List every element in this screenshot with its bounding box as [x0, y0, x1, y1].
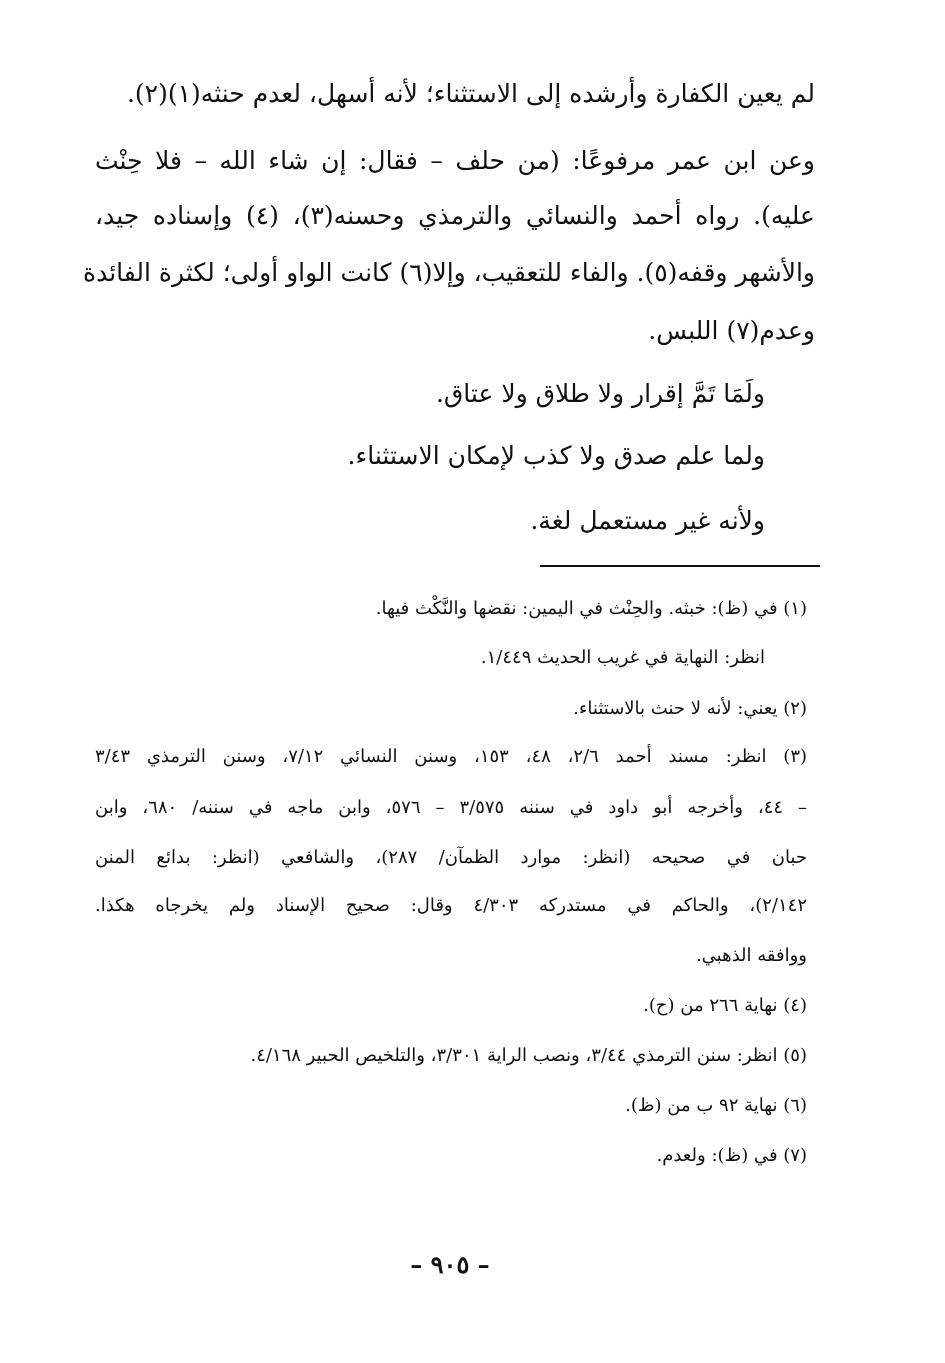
footnote-2: (٢) يعني: لأنه لا حنث بالاستثناء. [573, 698, 807, 719]
footnote-1-ref: انظر: النهاية في غريب الحديث ١/٤٤٩. [480, 647, 765, 668]
body-line-1: لم يعين الكفارة وأرشده إلى الاستثناء؛ لأنه أسهل، لعدم حنثه(١)(٢). [126, 79, 815, 108]
verse-line-2: ولما علم صدق ولا كذب لإمكان الاستثناء. [347, 441, 765, 470]
footnote-7: (٧) في (ظ): ولعدم. [656, 1145, 807, 1166]
footnote-3-line-1: (٣) انظر: مسند أحمد ٢/٦، ٤٨، ١٥٣، وسنن النسائي ٧/١٢، وسنن الترمذي ٣/٤٣ [95, 746, 808, 767]
body-line-3: عليه). رواه أحمد والنسائي والترمذي وحسنه(٣)، (٤) وإسناده جيد، [95, 201, 815, 230]
footnote-3-line-3: حبان في صحيحه (انظر: موارد الظمآن/ ٢٨٧)، والشافعي (انظر: بدائع المنن [95, 847, 807, 868]
footnote-3-line-5: ووافقه الذهبي. [695, 945, 807, 966]
footnote-4: (٤) نهاية ٢٦٦ من (ح). [643, 995, 807, 1016]
footnote-1: (١) في (ظ): خبثه. والحِنْث في اليمين: نقضها والنَّكْث فيها. [375, 598, 807, 619]
body-line-5: وعدم(٧) اللبس. [648, 316, 815, 345]
footnote-3-line-2: – ٤٤، وأخرجه أبو داود في سننه ٣/٥٧٥ – ٥٧٦، وابن ماجه في سننه/ ٦٨٠، وابن [95, 797, 808, 818]
body-line-2: وعن ابن عمر مرفوعًا: (من حلف – فقال: إن شاء الله – فلا حِنْث [95, 146, 815, 175]
footnote-5: (٥) انظر: سنن الترمذي ٣/٤٤، ونصب الراية ٣/٣٠١، والتلخيص الحبير ٤/١٦٨. [250, 1045, 807, 1066]
body-line-4: والأشهر وقفه(٥). والفاء للتعقيب، وإلا(٦) كانت الواو أولى؛ لكثرة الفائدة [82, 258, 815, 287]
verse-line-1: ولَمَا تَمَّ إقرار ولا طلاق ولا عتاق. [435, 379, 765, 408]
verse-line-3: ولأنه غير مستعمل لغة. [530, 506, 765, 535]
footnote-3-line-4: ٢/١٤٢)، والحاكم في مستدركه ٤/٣٠٣ وقال: صحيح الإسناد ولم يخرجاه هكذا. [95, 895, 807, 916]
page-number: – ٩٠٥ – [410, 1250, 490, 1279]
footnote-6: (٦) نهاية ٩٢ ب من (ظ). [625, 1095, 807, 1116]
footnote-separator [540, 565, 820, 567]
